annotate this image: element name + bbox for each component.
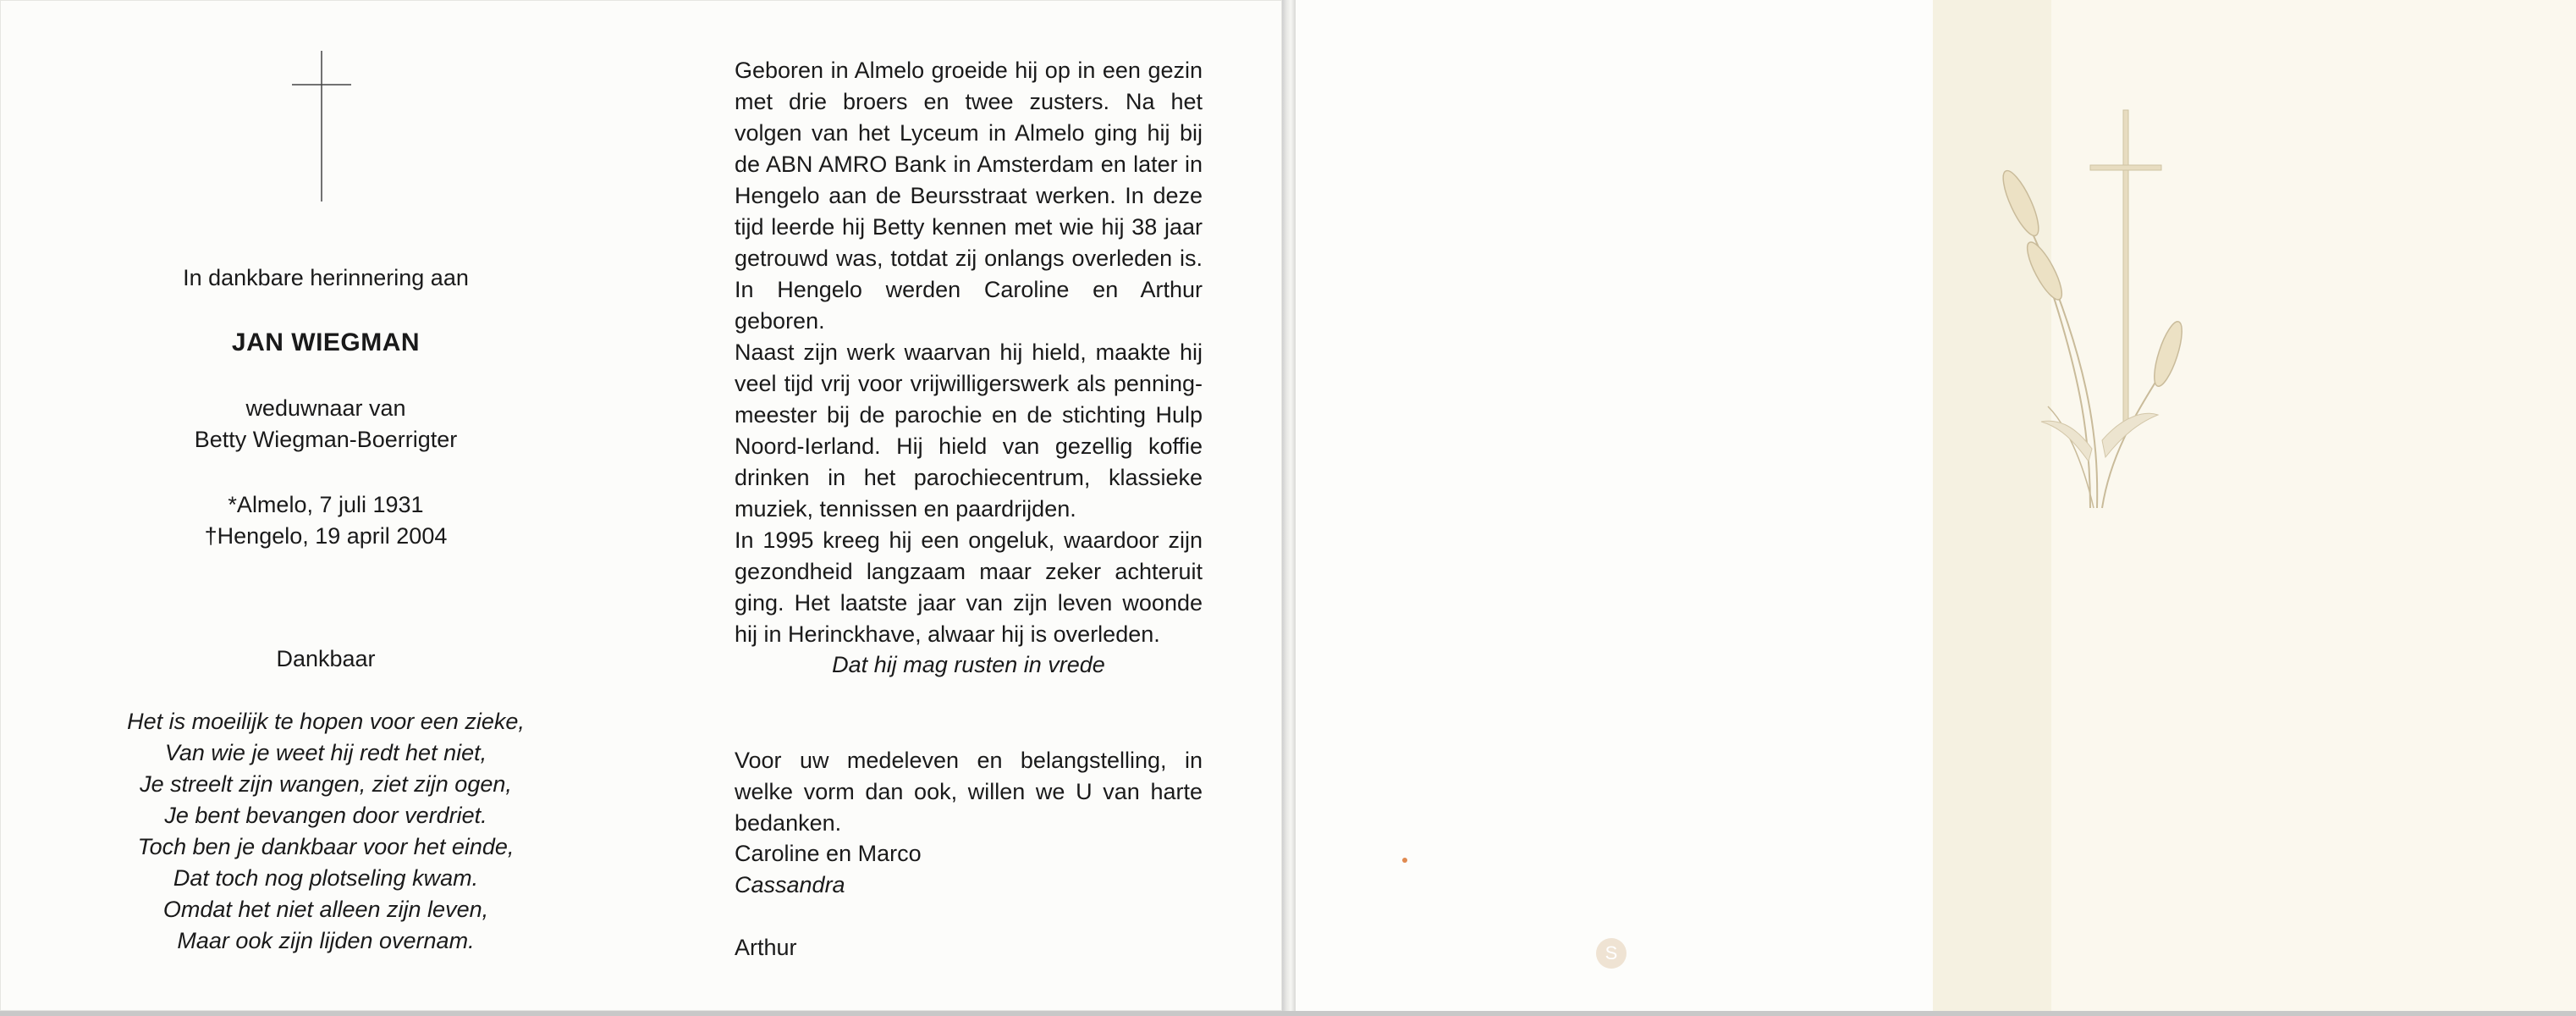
publisher-logo-icon — [1596, 938, 1627, 969]
cross-icon — [288, 51, 355, 203]
biography-paragraph: Naast zijn werk waarvan hij hield, maakte hij veel tijd vrij voor vrijwilligerswerk als penning-meester bij de parochie en de stichting Hulp Noord-Ierland. Hij hield van gezellig koffie drinken in het parochiecentrum, klassieke muziek, tennissen en paardrijden. — [735, 340, 1203, 522]
deceased-name: JAN WIEGMAN — [231, 329, 421, 356]
scan-edge — [0, 1011, 2576, 1016]
poem-line: Het is moeilijk te hopen voor een zieke, — [127, 709, 525, 734]
poem — [0, 706, 652, 957]
dedication-intro: In dankbare herinnering aan — [183, 265, 469, 290]
rest-in-peace-motto: Dat hij mag rusten in vrede — [832, 652, 1105, 677]
outside-page — [1296, 0, 2576, 1011]
signature-line: Caroline en Marco — [735, 841, 922, 866]
poem-line: Je streelt zijn wangen, ziet zijn ogen, — [140, 771, 512, 797]
spouse-name: Betty Wiegman-Boerrigter — [194, 427, 458, 452]
poem-line: Dat toch nog plotseling kwam. — [173, 865, 479, 891]
birth-date: *Almelo, 7 juli 1931 — [228, 492, 424, 517]
paper-speck — [1402, 858, 1407, 863]
poem-line: Omdat het niet alleen zijn leven, — [162, 897, 489, 922]
biography-paragraph: Geboren in Almelo groeide hij op in een gezin met drie broers en twee zusters. Na het volgen van het Lyceum in Almelo ging hij bij de ABN AMRO Bank in Amsterdam en later in Hengelo aan de Beursstraat werken. In deze tijd leerde hij Betty kennen met wie hij 38 jaar getrouwd was, totdat zij onlangs overleden is. In Hengelo werden Caroline en Arthur geboren. — [735, 58, 1203, 334]
death-date: †Hengelo, 19 april 2004 — [204, 523, 448, 549]
thanks-heading: Dankbaar — [276, 646, 376, 671]
wheat-cross-icon — [1989, 85, 2192, 525]
biography-paragraph: In 1995 kreeg hij een ongeluk, waardoor zijn gezondheid langzaam maar zeker achteruit ging. Het laatste jaar van zijn leven woonde hij in Herinckhave, alwaar hij is overleden. — [735, 527, 1203, 647]
card-fold — [1282, 0, 1296, 1016]
signature-line: Cassandra — [735, 872, 845, 897]
inside-page — [0, 0, 1282, 1011]
signature-line: Arthur — [735, 935, 797, 960]
poem-line: Van wie je weet hij redt het niet, — [164, 740, 487, 765]
logo-letter: S — [1604, 942, 1618, 964]
poem-line: Toch ben je dankbaar voor het einde, — [137, 834, 515, 859]
poem-line: Je bent bevangen door verdriet. — [164, 803, 487, 828]
poem-line: Maar ook zijn lijden overnam. — [177, 928, 475, 953]
widow-of-label: weduwnaar van — [245, 395, 406, 421]
closing-thanks: Voor uw medeleven en belangstelling, in welke vorm dan ook, willen we U van harte bedanken. — [735, 748, 1203, 836]
biography-text — [735, 55, 1203, 650]
